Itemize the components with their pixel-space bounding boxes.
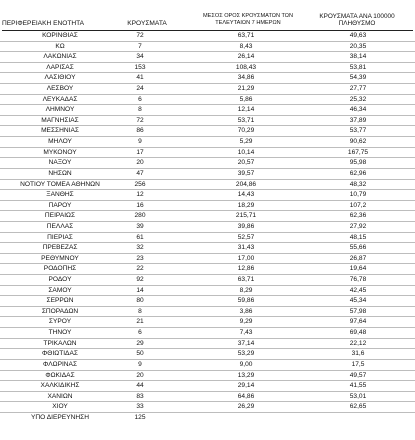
table-body xyxy=(0,31,415,423)
table-row xyxy=(0,254,415,265)
region-cell: ΚΩ xyxy=(55,42,65,50)
table-row xyxy=(0,349,415,360)
region-cell: ΦΘΙΩΤΙΔΑΣ xyxy=(42,350,78,358)
seven-day-average-cell: 204,86 xyxy=(235,180,257,188)
seven-day-average-cell: 215,71 xyxy=(235,212,257,220)
cases-cell: 256 xyxy=(134,180,146,188)
table-row xyxy=(0,52,415,63)
cases-cell: 125 xyxy=(134,413,146,421)
region-cell: ΦΩΚΙΔΑΣ xyxy=(45,371,75,379)
cases-per-100000-cell: 55,66 xyxy=(349,244,367,252)
cases-per-100000-cell: 20,35 xyxy=(349,42,367,50)
cases-per-100000-cell: 49,57 xyxy=(349,371,367,379)
region-cell: ΠΡΕΒΕΖΑΣ xyxy=(42,244,78,252)
seven-day-average-cell: 31,43 xyxy=(237,244,255,252)
cases-per-100000-cell: 107,2 xyxy=(349,201,367,209)
table-row xyxy=(0,296,415,307)
cases-per-100000-cell: 41,55 xyxy=(349,382,367,390)
seven-day-average-cell: 21,29 xyxy=(237,85,255,93)
seven-day-average-cell: 20,57 xyxy=(237,159,255,167)
table-row xyxy=(0,116,415,127)
region-cell: ΜΥΚΟΝΟΥ xyxy=(43,148,77,156)
region-cell: ΜΕΣΣΗΝΙΑΣ xyxy=(41,127,79,135)
seven-day-average-cell: 5,29 xyxy=(239,138,253,146)
region-cell: ΥΠΟ ΔΙΕΡΕΥΝΗΣΗ xyxy=(31,413,89,421)
table-row xyxy=(0,126,415,137)
cases-cell: 50 xyxy=(136,350,144,358)
cases-per-100000-cell: 25,32 xyxy=(349,95,367,103)
table-row xyxy=(0,286,415,297)
table-row xyxy=(0,360,415,371)
cases-cell: 16 xyxy=(136,201,144,209)
cases-cell: 6 xyxy=(138,95,142,103)
seven-day-average-cell: 9,29 xyxy=(239,318,253,326)
region-cell: ΞΑΝΘΗΣ xyxy=(46,191,74,199)
seven-day-average-cell: 37,14 xyxy=(237,339,255,347)
seven-day-average-cell: 14,43 xyxy=(237,191,255,199)
table-row xyxy=(0,413,415,423)
cases-per-100000-cell: 69,48 xyxy=(349,329,367,337)
table-row xyxy=(0,211,415,222)
table-row xyxy=(0,169,415,180)
cases-per-100000-cell: 27,92 xyxy=(349,222,367,230)
table-row xyxy=(0,392,415,403)
table-row xyxy=(0,137,415,148)
cases-per-100000-cell: 54,39 xyxy=(349,74,367,82)
region-cell: ΠΑΡΟΥ xyxy=(48,201,72,209)
table-row xyxy=(0,317,415,328)
cases-per-100000-cell: 76,78 xyxy=(349,276,367,284)
table-row xyxy=(0,402,415,413)
table-row xyxy=(0,180,415,191)
cases-per-100000-cell: 90,62 xyxy=(349,138,367,146)
region-cell: ΝΑΞΟΥ xyxy=(48,159,72,167)
cases-cell: 21 xyxy=(136,318,144,326)
cases-cell: 9 xyxy=(138,360,142,368)
cases-cell: 20 xyxy=(136,159,144,167)
cases-cell: 20 xyxy=(136,371,144,379)
cases-cell: 83 xyxy=(136,392,144,400)
seven-day-average-cell: 64,86 xyxy=(237,392,255,400)
cases-per-100000-cell: 37,89 xyxy=(349,116,367,124)
table-row xyxy=(0,148,415,159)
seven-day-average-cell: 63,71 xyxy=(237,276,255,284)
region-cell: ΝΟΤΙΟΥ ΤΟΜΕΑ ΑΘΗΝΩΝ xyxy=(20,180,100,188)
region-cell: ΤΗΝΟΥ xyxy=(48,329,72,337)
cases-cell: 6 xyxy=(138,329,142,337)
seven-day-average-cell: 52,57 xyxy=(237,233,255,241)
cases-per-100000-cell: 38,14 xyxy=(349,53,367,61)
region-cell: ΦΛΩΡΙΝΑΣ xyxy=(42,360,78,368)
cases-per-100000-cell: 53,77 xyxy=(349,127,367,135)
cases-cell: 34 xyxy=(136,53,144,61)
seven-day-average-cell: 12,86 xyxy=(237,265,255,273)
region-cell: ΝΗΣΩΝ xyxy=(48,169,72,177)
region-cell: ΧΑΛΚΙΔΙΚΗΣ xyxy=(40,382,80,390)
seven-day-average-cell: 59,86 xyxy=(237,297,255,305)
cases-cell: 47 xyxy=(136,169,144,177)
region-cell: ΜΑΓΝΗΣΙΑΣ xyxy=(41,116,79,124)
seven-day-average-cell: 18,29 xyxy=(237,201,255,209)
seven-day-average-cell: 9,00 xyxy=(239,360,253,368)
cases-cell: 22 xyxy=(136,265,144,273)
cases-per-100000-cell: 62,36 xyxy=(349,212,367,220)
region-cell: ΣΑΜΟΥ xyxy=(48,286,72,294)
region-cell: ΡΟΔΟΠΗΣ xyxy=(43,265,77,273)
region-cell: ΡΟΔΟΥ xyxy=(48,276,72,284)
region-cell: ΡΕΘΥΜΝΟΥ xyxy=(41,254,79,262)
seven-day-average-cell: 70,29 xyxy=(237,127,255,135)
seven-day-average-cell: 53,29 xyxy=(237,350,255,358)
cases-per-100000-cell: 62,65 xyxy=(349,403,367,411)
cases-cell: 153 xyxy=(134,63,146,71)
cases-cell: 23 xyxy=(136,254,144,262)
seven-day-average-cell: 108,43 xyxy=(235,63,257,71)
cases-cell: 14 xyxy=(136,286,144,294)
seven-day-average-cell: 17,00 xyxy=(237,254,255,262)
table-row xyxy=(0,95,415,106)
table-row xyxy=(0,243,415,254)
cases-per-100000-cell: 49,63 xyxy=(349,32,367,39)
region-cell: ΧΑΝΙΩΝ xyxy=(47,392,73,400)
cases-per-100000-cell: 42,45 xyxy=(349,286,367,294)
cases-cell: 32 xyxy=(136,244,144,252)
cases-cell: 44 xyxy=(136,382,144,390)
header-cases-per-100000: ΚΡΟΥΣΜΑΤΑ ΑΝΑ 100000 ΠΛΗΘΥΣΜΟ xyxy=(319,13,395,27)
region-cell: ΛΕΣΒΟΥ xyxy=(46,85,74,93)
region-cell: ΠΕΛΛΑΣ xyxy=(46,222,74,230)
cases-per-100000-cell: 31,6 xyxy=(351,350,365,358)
region-cell: ΣΕΡΡΩΝ xyxy=(46,297,74,305)
seven-day-average-cell: 8,29 xyxy=(239,286,253,294)
cases-cell: 8 xyxy=(138,106,142,114)
table-row xyxy=(0,73,415,84)
cases-per-100000-cell: 19,64 xyxy=(349,265,367,273)
cases-per-100000-cell: 46,34 xyxy=(349,106,367,114)
region-cell: ΛΑΚΩΝΙΑΣ xyxy=(43,53,77,61)
cases-per-100000-cell: 45,34 xyxy=(349,297,367,305)
seven-day-average-cell: 53,71 xyxy=(237,116,255,124)
table-row xyxy=(0,328,415,339)
cases-cell: 33 xyxy=(136,403,144,411)
table-row xyxy=(0,233,415,244)
cases-cell: 92 xyxy=(136,276,144,284)
cases-per-100000-cell: 48,15 xyxy=(349,233,367,241)
region-cell: ΛΗΜΝΟΥ xyxy=(45,106,75,114)
cases-per-100000-cell: 62,96 xyxy=(349,169,367,177)
header-cases: ΚΡΟΥΣΜΑΤΑ xyxy=(127,20,167,27)
cases-cell: 61 xyxy=(136,233,144,241)
table-row xyxy=(0,158,415,169)
table-row xyxy=(0,190,415,201)
region-cell: ΛΑΡΙΣΑΣ xyxy=(46,63,74,71)
header-seven-day-average: ΜΕΣΟΣ ΟΡΟΣ ΚΡΟΥΣΜΑΤΩΝ ΤΩΝ ΤΕΛΕΥΤΑΙΩΝ 7 ΗΜΕΡΩΝ xyxy=(203,13,293,26)
seven-day-average-cell: 26,14 xyxy=(237,53,255,61)
cases-per-100000-cell: 26,87 xyxy=(349,254,367,262)
region-cell: ΠΙΕΡΙΑΣ xyxy=(47,233,73,241)
cases-cell: 72 xyxy=(136,116,144,124)
cases-cell: 7 xyxy=(138,42,142,50)
table-row xyxy=(0,42,415,53)
cases-per-100000-cell: 17,5 xyxy=(351,360,365,368)
region-cell: ΣΠΟΡΑΔΩΝ xyxy=(41,307,79,315)
region-cell: ΠΕΙΡΑΙΩΣ xyxy=(44,212,76,220)
cases-per-100000-cell: 27,77 xyxy=(349,85,367,93)
region-cell: ΛΑΣΙΘΙΟΥ xyxy=(44,74,76,82)
region-cell: ΤΡΙΚΑΛΩΝ xyxy=(43,339,77,347)
table-header xyxy=(0,0,415,34)
seven-day-average-cell: 3,86 xyxy=(239,307,253,315)
cases-cell: 29 xyxy=(136,339,144,347)
cases-cell: 17 xyxy=(136,148,144,156)
cases-per-100000-cell: 48,32 xyxy=(349,180,367,188)
seven-day-average-cell: 5,86 xyxy=(239,95,253,103)
header-region: ΠΕΡΙΦΕΡΕΙΑΚΗ ΕΝΟΤΗΤΑ xyxy=(2,20,85,27)
table-row xyxy=(0,371,415,382)
table-row xyxy=(0,307,415,318)
seven-day-average-cell: 26,29 xyxy=(237,403,255,411)
cases-cell: 39 xyxy=(136,222,144,230)
table-row xyxy=(0,381,415,392)
table-row xyxy=(0,201,415,212)
seven-day-average-cell: 39,86 xyxy=(237,222,255,230)
table-row xyxy=(0,63,415,74)
cases-cell: 8 xyxy=(138,307,142,315)
region-cell: ΛΕΥΚΑΔΑΣ xyxy=(42,95,78,103)
region-cell: ΧΙΟΥ xyxy=(52,403,68,411)
region-cell: ΜΗΛΟΥ xyxy=(48,138,72,146)
seven-day-average-cell: 12,14 xyxy=(237,106,255,114)
seven-day-average-cell: 39,57 xyxy=(237,169,255,177)
cases-cell: 12 xyxy=(136,191,144,199)
cases-cell: 24 xyxy=(136,85,144,93)
seven-day-average-cell: 63,71 xyxy=(237,32,255,39)
seven-day-average-cell: 34,86 xyxy=(237,74,255,82)
seven-day-average-cell: 8,43 xyxy=(239,42,253,50)
table-row xyxy=(0,105,415,116)
table-row xyxy=(0,31,415,42)
seven-day-average-cell: 13,29 xyxy=(237,371,255,379)
table-row xyxy=(0,222,415,233)
cases-per-100000-cell: 167,75 xyxy=(347,148,369,156)
table-row xyxy=(0,339,415,350)
cases-cell: 41 xyxy=(136,74,144,82)
cases-cell: 280 xyxy=(134,212,146,220)
cases-per-100000-cell: 22,12 xyxy=(349,339,367,347)
cases-per-100000-cell: 97,64 xyxy=(349,318,367,326)
cases-per-100000-cell: 57,98 xyxy=(349,307,367,315)
table-row xyxy=(0,84,415,95)
cases-cell: 80 xyxy=(136,297,144,305)
seven-day-average-cell: 10,14 xyxy=(237,148,255,156)
cases-per-100000-cell: 53,81 xyxy=(349,63,367,71)
region-cell: ΚΟΡΙΝΘΙΑΣ xyxy=(42,32,78,39)
table-row xyxy=(0,264,415,275)
table-row xyxy=(0,275,415,286)
seven-day-average-cell: 29,14 xyxy=(237,382,255,390)
cases-per-100000-cell: 95,98 xyxy=(349,159,367,167)
region-cell: ΣΥΡΟΥ xyxy=(48,318,72,326)
cases-cell: 72 xyxy=(136,32,144,39)
cases-per-100000-cell: 10,79 xyxy=(349,191,367,199)
cases-cell: 86 xyxy=(136,127,144,135)
cases-per-100000-cell: 53,01 xyxy=(349,392,367,400)
seven-day-average-cell: 7,43 xyxy=(239,329,253,337)
cases-cell: 9 xyxy=(138,138,142,146)
